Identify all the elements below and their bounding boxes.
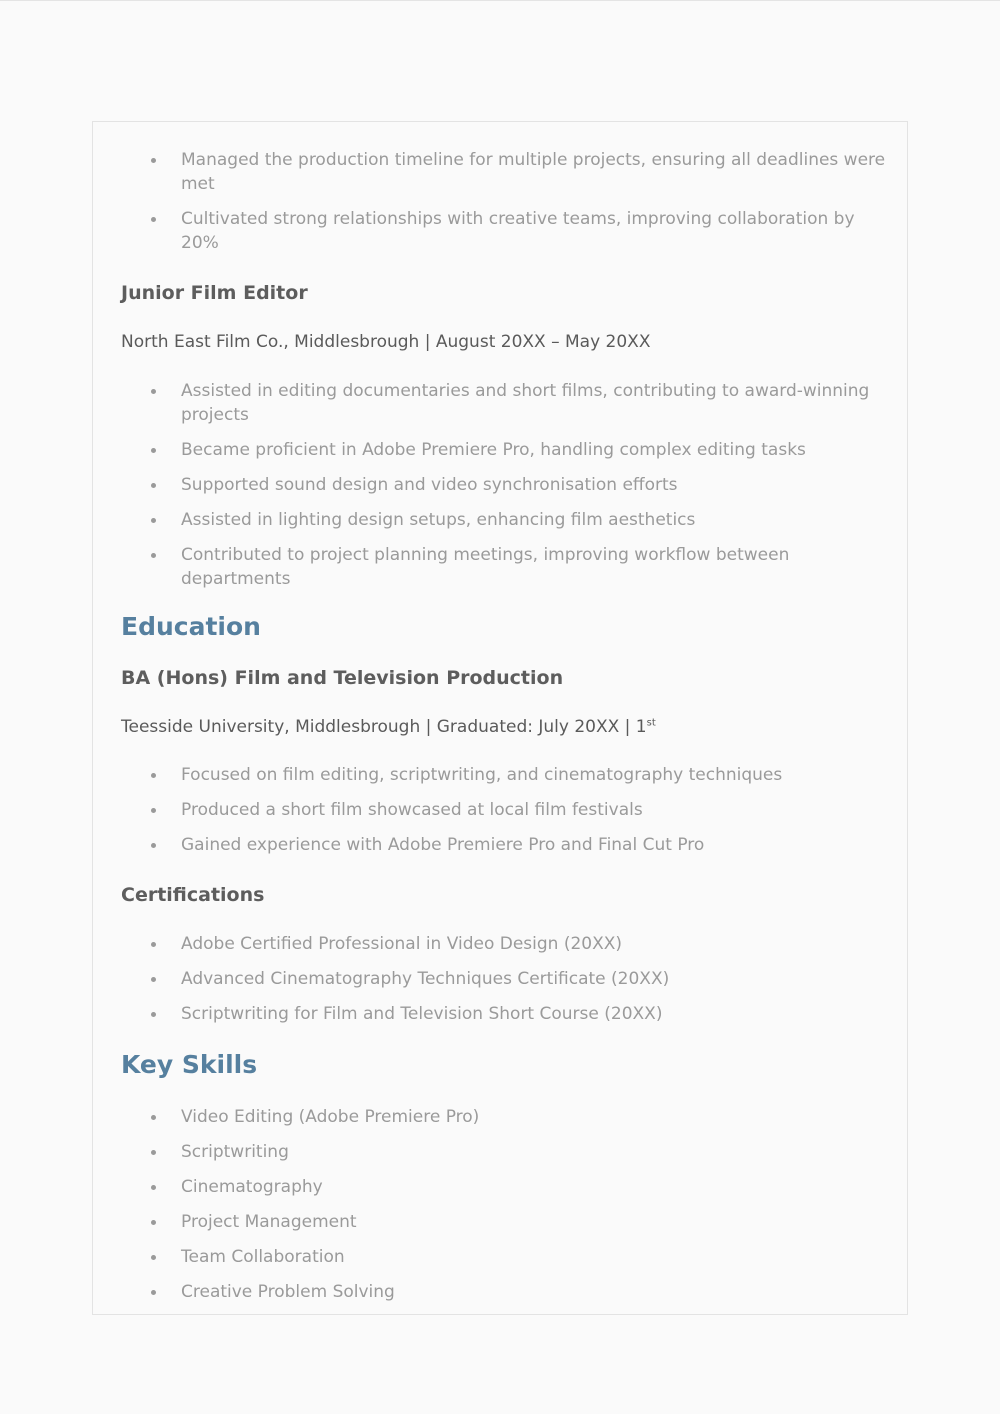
list-item: Scriptwriting for Film and Television Short Course (20XX) <box>121 1002 891 1026</box>
certifications-bullet-list <box>121 932 891 1026</box>
education-meta-text: Teesside University, Middlesbrough | Graduated: July 20XX | 1 <box>121 717 647 737</box>
list-item: Assisted in editing documentaries and short films, contributing to award-winning projects <box>121 379 891 427</box>
list-item: Advanced Cinematography Techniques Certificate (20XX) <box>121 967 891 991</box>
education-meta-superscript: st <box>646 717 656 729</box>
list-item: Focused on film editing, scriptwriting, and cinematography techniques <box>121 763 891 787</box>
job-meta: North East Film Co., Middlesbrough | August 20XX – May 20XX <box>121 332 651 352</box>
list-item: Produced a short film showcased at local film festivals <box>121 798 891 822</box>
list-item: Supported sound design and video synchronisation efforts <box>121 473 891 497</box>
document-content <box>121 148 891 1315</box>
list-item: Scriptwriting <box>121 1140 891 1164</box>
list-item: Contributed to project planning meetings, improving workflow between departments <box>121 543 891 591</box>
education-bullet-list <box>121 763 891 857</box>
key-skills-bullet-list <box>121 1105 891 1304</box>
list-item: Video Editing (Adobe Premiere Pro) <box>121 1105 891 1129</box>
list-item: Assisted in lighting design setups, enhancing film aesthetics <box>121 508 891 532</box>
experience-continued-list <box>121 148 891 255</box>
list-item: Project Management <box>121 1210 891 1234</box>
section-heading-education: Education <box>121 612 261 641</box>
list-item: Adobe Certified Professional in Video Design (20XX) <box>121 932 891 956</box>
list-item: Cultivated strong relationships with creative teams, improving collaboration by 20% <box>121 207 891 255</box>
top-divider <box>0 0 1000 1</box>
list-item: Team Collaboration <box>121 1245 891 1269</box>
degree-title: BA (Hons) Film and Television Production <box>121 667 564 689</box>
job-title: Junior Film Editor <box>121 282 308 304</box>
job-bullet-list <box>121 379 891 591</box>
section-heading-key-skills: Key Skills <box>121 1050 258 1079</box>
education-meta <box>121 715 891 739</box>
section-heading-certifications: Certifications <box>121 884 265 906</box>
list-item: Managed the production timeline for multiple projects, ensuring all deadlines were met <box>121 148 891 196</box>
document-page <box>92 121 908 1315</box>
list-item: Creative Problem Solving <box>121 1280 891 1304</box>
list-item: Gained experience with Adobe Premiere Pro and Final Cut Pro <box>121 833 891 857</box>
list-item: Cinematography <box>121 1175 891 1199</box>
list-item: Became proficient in Adobe Premiere Pro, handling complex editing tasks <box>121 438 891 462</box>
